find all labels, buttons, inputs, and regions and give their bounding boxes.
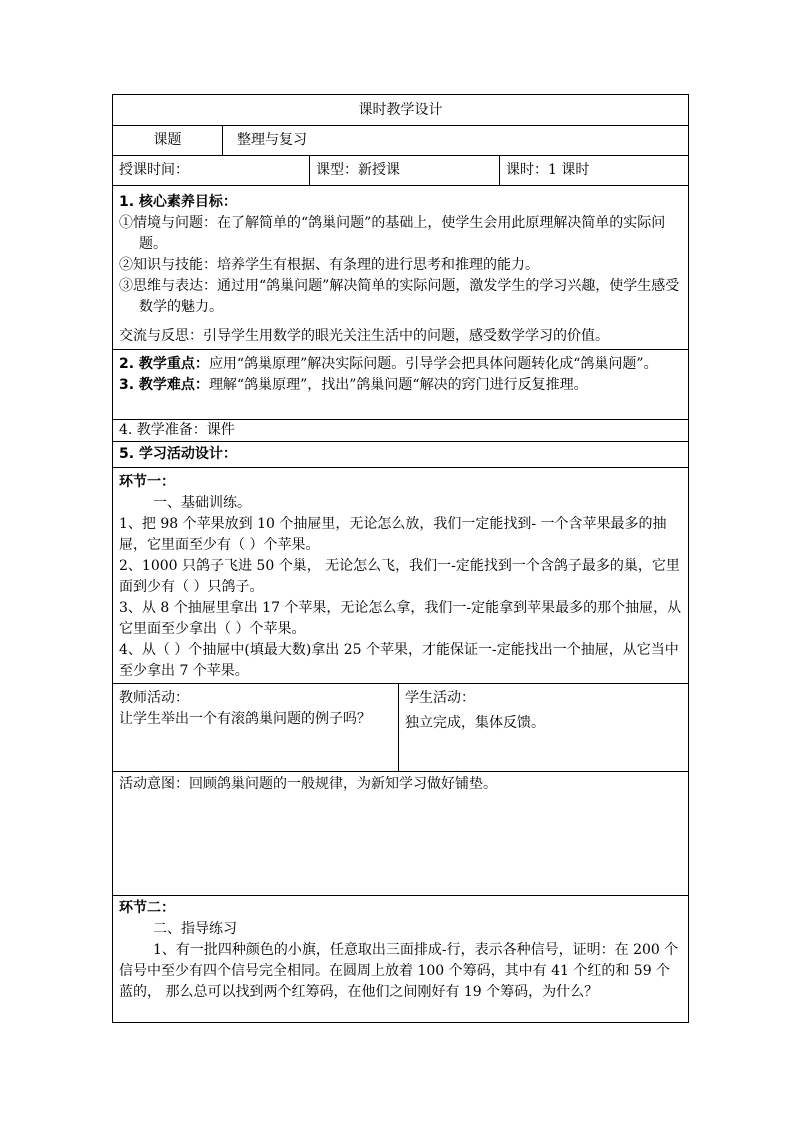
exercise-item: 4、从（ ）个抽屉中(填最大数)拿出 25 个苹果，才能保证一-定能找出一个抽屉，从它当中至少拿出 7 个苹果。 (119, 642, 679, 679)
difficult-text: 理解“鸽巢原理”，找出”鸽巢问题“解决的窍门进行反复推理。 (208, 377, 588, 393)
table-title: 课时教学设计 (358, 102, 443, 118)
goal-item: ②知识与技能：培养学生有根据、有条理的进行思考和推理的能力。 (119, 257, 539, 273)
lesson-type: 课型：新授课 (310, 156, 500, 185)
stage-one-section (113, 468, 688, 684)
goals-heading: 1. 核心素养目标： (119, 194, 237, 210)
stage-two-section (113, 896, 688, 1022)
reflection-text: 交流与反思：引导学生用数学的眼光关注生活中的问题，感受数学学习的价值。 (119, 328, 609, 344)
topic-value: 整理与复习 (237, 132, 307, 148)
table-title-row (113, 95, 688, 126)
lesson-time: 授课时间： (113, 156, 310, 185)
stage-two-label: 环节二： (119, 900, 175, 916)
key-points-section (113, 350, 688, 420)
key-label: 2. 教学重点： (119, 356, 209, 372)
stage-two-subtitle: 二、指导练习 (153, 921, 237, 937)
stage-one-subtitle: 一、基础训练。 (153, 495, 251, 511)
info-row (113, 156, 688, 186)
teacher-label: 教师活动： (119, 690, 189, 706)
goal-item: ③思维与表达：通过用“鸽巢问题”解决简单的实际问题，激发学生的学习兴趣，使学生感受数学的魅力。 (119, 278, 680, 315)
activity-heading: 5. 学习活动设计： (119, 446, 237, 462)
stage-two-text: 1、有一批四种颜色的小旗，任意取出三面排成-行，表示各种信号，证明：在 200 个信号中至少有四个信号完全相同。在圆周上放着 100 个筹码，其中有 41 个红的和 59 个蓝的， 那么总可以找到两个红筹码，在他们之间刚好有 19 个筹码，为什么？ (119, 942, 679, 1000)
prep-row (113, 420, 688, 442)
student-label: 学生活动： (405, 690, 475, 706)
teacher-text: 让学生举出一个有滚鸽巢问题的例子吗？ (119, 711, 371, 727)
student-activity (399, 684, 688, 771)
topic-row (113, 126, 688, 156)
difficult-label: 3. 教学难点： (119, 377, 209, 393)
activity-row (113, 684, 688, 772)
teacher-activity (113, 684, 399, 771)
prep-text: 4. 教学准备：课件 (119, 422, 235, 438)
topic-label: 课题 (113, 126, 223, 155)
key-text: 应用“鸽巢原理”解决实际问题。引导学会把具体问题转化成“鸽巢问题”。 (208, 356, 658, 372)
intent-section (113, 772, 688, 896)
exercise-item: 3、从 8 个抽屉里拿出 17 个苹果，无论怎么拿，我们一-定能拿到苹果最多的那个抽屉，从它里面至少拿出（ ）个苹果。 (119, 600, 682, 637)
goal-item: ①情境与问题：在了解简单的“鸽巢问题”的基础上，使学生会用此原理解决简单的实际问题。 (119, 215, 666, 252)
goals-section (113, 186, 688, 350)
activity-heading-row (113, 442, 688, 468)
stage-one-label: 环节一： (119, 474, 175, 490)
lesson-plan-table (112, 94, 689, 1023)
exercise-item: 2、1000 只鸽子飞进 50 个巢， 无论怎么飞，我们一-定能找到一个含鸽子最多的巢，它里面到少有（ ）只鸽子。 (119, 558, 680, 595)
student-text: 独立完成，集体反馈。 (405, 715, 545, 731)
intent-text: 活动意图：回顾鸽巢问题的一般规律，为新知学习做好铺垫。 (119, 776, 497, 792)
exercise-item: 1、把 98 个苹果放到 10 个抽屉里，无论怎么放，我们一定能找到- 一个含苹果最多的抽屉，它里面至少有（ ）个苹果。 (119, 516, 667, 553)
lesson-hours: 课时：1 课时 (506, 162, 590, 178)
